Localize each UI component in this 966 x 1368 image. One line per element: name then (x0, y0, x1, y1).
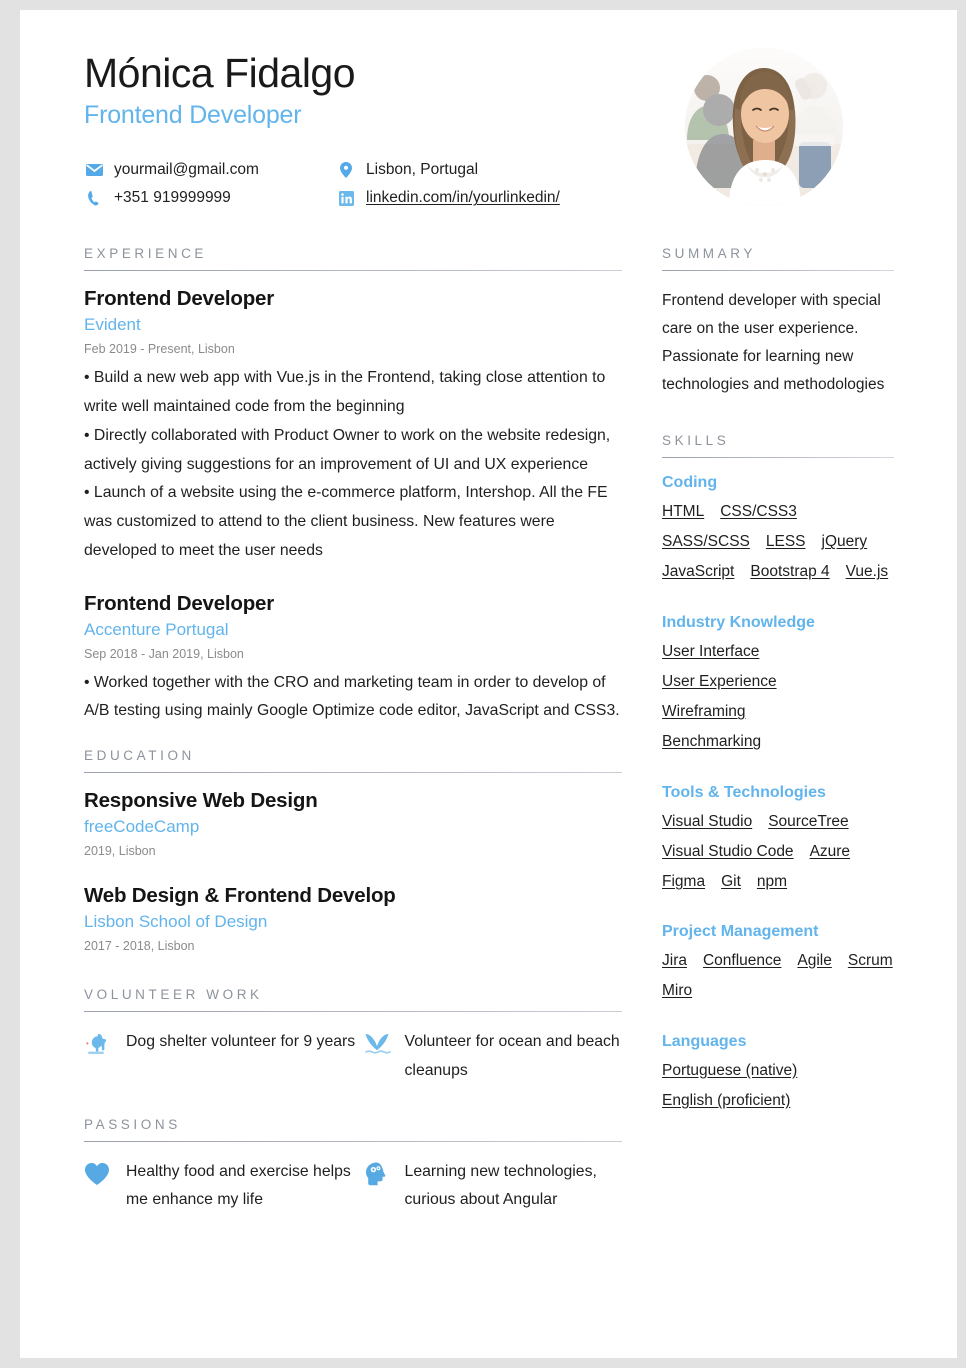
summary-heading: SUMMARY (662, 246, 756, 262)
skill-group (662, 784, 894, 898)
linkedin-icon (336, 190, 356, 207)
heart-icon (84, 1158, 118, 1190)
skill-tag: Visual Studio Code (662, 842, 794, 860)
skill-tag: HTML (662, 503, 705, 521)
divider (84, 772, 622, 773)
skill-tag: Wireframing (662, 703, 746, 721)
bullet: • Worked together with the CRO and marketing team in order to develop of A/B testing using mainly Google Optimize code editor, JavaScript and CSS3. (84, 673, 620, 720)
skill-tag: Vue.js (845, 563, 889, 581)
entry-bullets (84, 364, 622, 565)
education-heading: EDUCATION (84, 748, 195, 764)
list-item (363, 1028, 622, 1085)
entry-date-location: 2017 - 2018, Lisbon (84, 939, 195, 954)
skill-tag: Agile (797, 952, 832, 970)
phone-icon (84, 190, 104, 207)
skill-tag: Miro (662, 982, 693, 1000)
skill-group-title: Tools & Technologies (662, 783, 826, 801)
skill-tag: LESS (765, 533, 806, 551)
skill-tag: JavaScript (662, 563, 735, 581)
bullet: • Build a new web app with Vue.js in the Frontend, taking close attention to write well maintained code from the beginning (84, 369, 606, 416)
list-item (84, 1028, 363, 1085)
education-entry (84, 884, 622, 953)
bullet: • Launch of a website using the e-commerce platform, Intershop. All the FE was customized to attend to the client business. New features were developed to meet the user needs (84, 484, 608, 559)
location-text: Lisbon, Portugal (366, 161, 479, 179)
divider (84, 1011, 622, 1012)
entry-organization: freeCodeCamp (84, 817, 200, 837)
experience-heading: EXPERIENCE (84, 246, 208, 262)
entry-date-location: 2019, Lisbon (84, 844, 156, 859)
list-item-label: Volunteer for ocean and beach cleanups (404, 1033, 620, 1079)
skill-tag: User Experience (662, 672, 777, 690)
entry-organization: Evident (84, 315, 141, 335)
skill-tag: jQuery (821, 533, 868, 551)
phone-text: +351 919999999 (114, 189, 231, 207)
head-gears-icon (363, 1158, 397, 1190)
skill-tag: Scrum (847, 952, 893, 970)
experience-entry (84, 287, 622, 565)
entry-date-location: Sep 2018 - Jan 2019, Lisbon (84, 646, 244, 661)
skill-group (662, 474, 894, 588)
divider (662, 270, 894, 271)
skill-tag: npm (756, 872, 788, 890)
volunteer-section (84, 987, 622, 1085)
skill-group (662, 1033, 894, 1116)
experience-entry (84, 592, 622, 727)
skill-tag: Benchmarking (662, 733, 762, 751)
profile-photo (685, 48, 843, 206)
list-item (363, 1158, 622, 1215)
email-text: yourmail@gmail.com (114, 161, 259, 179)
skill-tag: Bootstrap 4 (750, 563, 830, 581)
skill-group-title: Coding (662, 474, 718, 492)
contact-email[interactable] (84, 156, 336, 184)
skill-tag: SASS/SCSS (662, 533, 750, 551)
side-column (662, 246, 894, 1214)
entry-bullets (84, 669, 622, 727)
skill-group (662, 614, 894, 758)
map-pin-icon (336, 162, 356, 179)
summary-text: Frontend developer with special care on the user experience. Passionate for learning new technologies and methodologies (662, 292, 885, 394)
entry-title: Web Design & Frontend Develop (84, 884, 396, 908)
skill-tag-list (662, 946, 894, 1006)
skills-section (662, 433, 894, 1116)
passions-list (84, 1158, 622, 1215)
skill-tag-list (662, 637, 894, 758)
whale-tail-icon (363, 1028, 397, 1060)
entry-title: Frontend Developer (84, 287, 275, 311)
volunteer-list (84, 1028, 622, 1085)
skill-tag-list (662, 1056, 894, 1116)
skills-heading: SKILLS (662, 433, 730, 449)
skill-tag: Git (721, 872, 741, 890)
skill-tag: Jira (662, 952, 687, 970)
passions-heading: PASSIONS (84, 1117, 181, 1133)
skill-group-title: Project Management (662, 923, 819, 941)
skill-tag-list (662, 807, 894, 898)
skill-tag-list (662, 497, 894, 588)
skill-tag: Figma (662, 872, 706, 890)
skill-tag: SourceTree (768, 812, 849, 830)
divider (84, 1141, 622, 1142)
education-section (84, 748, 622, 953)
divider (662, 457, 894, 458)
resume-header (84, 46, 899, 212)
contact-linkedin[interactable] (336, 184, 560, 212)
skill-group-title: Languages (662, 1032, 747, 1050)
skill-tag: Azure (809, 842, 851, 860)
envelope-icon (84, 162, 104, 179)
dog-icon (84, 1028, 118, 1060)
entry-title: Frontend Developer (84, 591, 275, 615)
volunteer-heading: VOLUNTEER WORK (84, 987, 263, 1003)
entry-organization: Accenture Portugal (84, 619, 229, 639)
resume-page (20, 10, 957, 1358)
divider (84, 270, 622, 271)
passions-section (84, 1117, 622, 1215)
job-title: Frontend Developer (84, 101, 302, 130)
skill-group (662, 923, 894, 1006)
bullet: • Directly collaborated with Product Owner to work on the website redesign, actively giving suggestions for an improvement of UI and UX experience (84, 426, 611, 473)
entry-date-location: Feb 2019 - Present, Lisbon (84, 342, 235, 357)
experience-section (84, 246, 622, 726)
contact-phone[interactable] (84, 184, 336, 212)
skill-tag: CSS/CSS3 (720, 503, 797, 521)
skill-tag: User Interface (662, 642, 760, 660)
skill-tag: Portuguese (native) (662, 1061, 798, 1079)
skill-group-title: Industry Knowledge (662, 613, 815, 631)
page-title: Mónica Fidalgo (84, 50, 356, 96)
list-item-label: Dog shelter volunteer for 9 years (126, 1033, 356, 1051)
contact-location (336, 156, 560, 184)
main-column (84, 246, 622, 1214)
skill-tag: English (proficient) (662, 1091, 791, 1109)
entry-organization: Lisbon School of Design (84, 912, 268, 932)
list-item-label: Healthy food and exercise helps me enhance my life (126, 1163, 351, 1209)
education-entry (84, 789, 622, 858)
skill-tag: Confluence (702, 952, 782, 970)
skill-tag: Visual Studio (662, 812, 753, 830)
contact-info (84, 156, 560, 212)
summary-section (662, 246, 894, 399)
list-item (84, 1158, 363, 1215)
entry-title: Responsive Web Design (84, 789, 318, 813)
list-item-label: Learning new technologies, curious about Angular (404, 1163, 597, 1209)
linkedin-text: linkedin.com/in/yourlinkedin/ (366, 189, 560, 207)
